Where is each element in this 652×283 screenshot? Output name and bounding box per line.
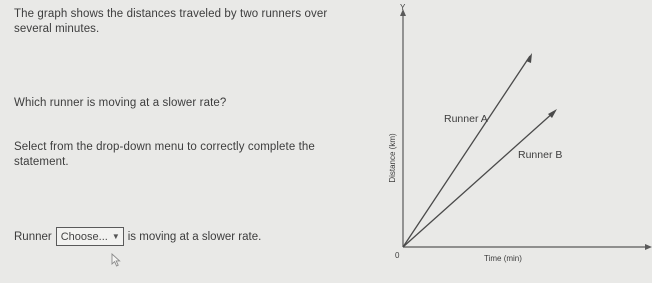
origin-label: 0 (395, 251, 400, 260)
y-axis-letter: Y (400, 3, 406, 12)
mouse-cursor-icon (111, 253, 121, 267)
runner-b-label: Runner B (518, 149, 563, 161)
x-axis-label: Time (min) (484, 254, 522, 263)
y-axis-label: Distance (km) (388, 133, 397, 183)
runner-a-label: Runner A (444, 113, 488, 125)
answer-prefix: Runner (14, 230, 52, 243)
answer-suffix: is moving at a slower rate. (127, 230, 262, 243)
prompt-intro: The graph shows the distances traveled by two runners over several minutes. (14, 8, 328, 35)
dropdown-selected-value: Choose... (60, 230, 108, 243)
runner-dropdown[interactable] (56, 227, 124, 246)
answer-statement (14, 227, 261, 246)
runner-b-line (403, 112, 554, 247)
distance-time-graph (360, 0, 652, 283)
prompt-instruction: Select from the drop-down menu to correctly complete the statement. (14, 141, 315, 168)
runner-a-line (403, 56, 530, 247)
chevron-down-icon: ▼ (111, 232, 120, 241)
x-axis-arrow-icon (645, 244, 652, 250)
prompt-question: Which runner is moving at a slower rate? (14, 97, 227, 109)
